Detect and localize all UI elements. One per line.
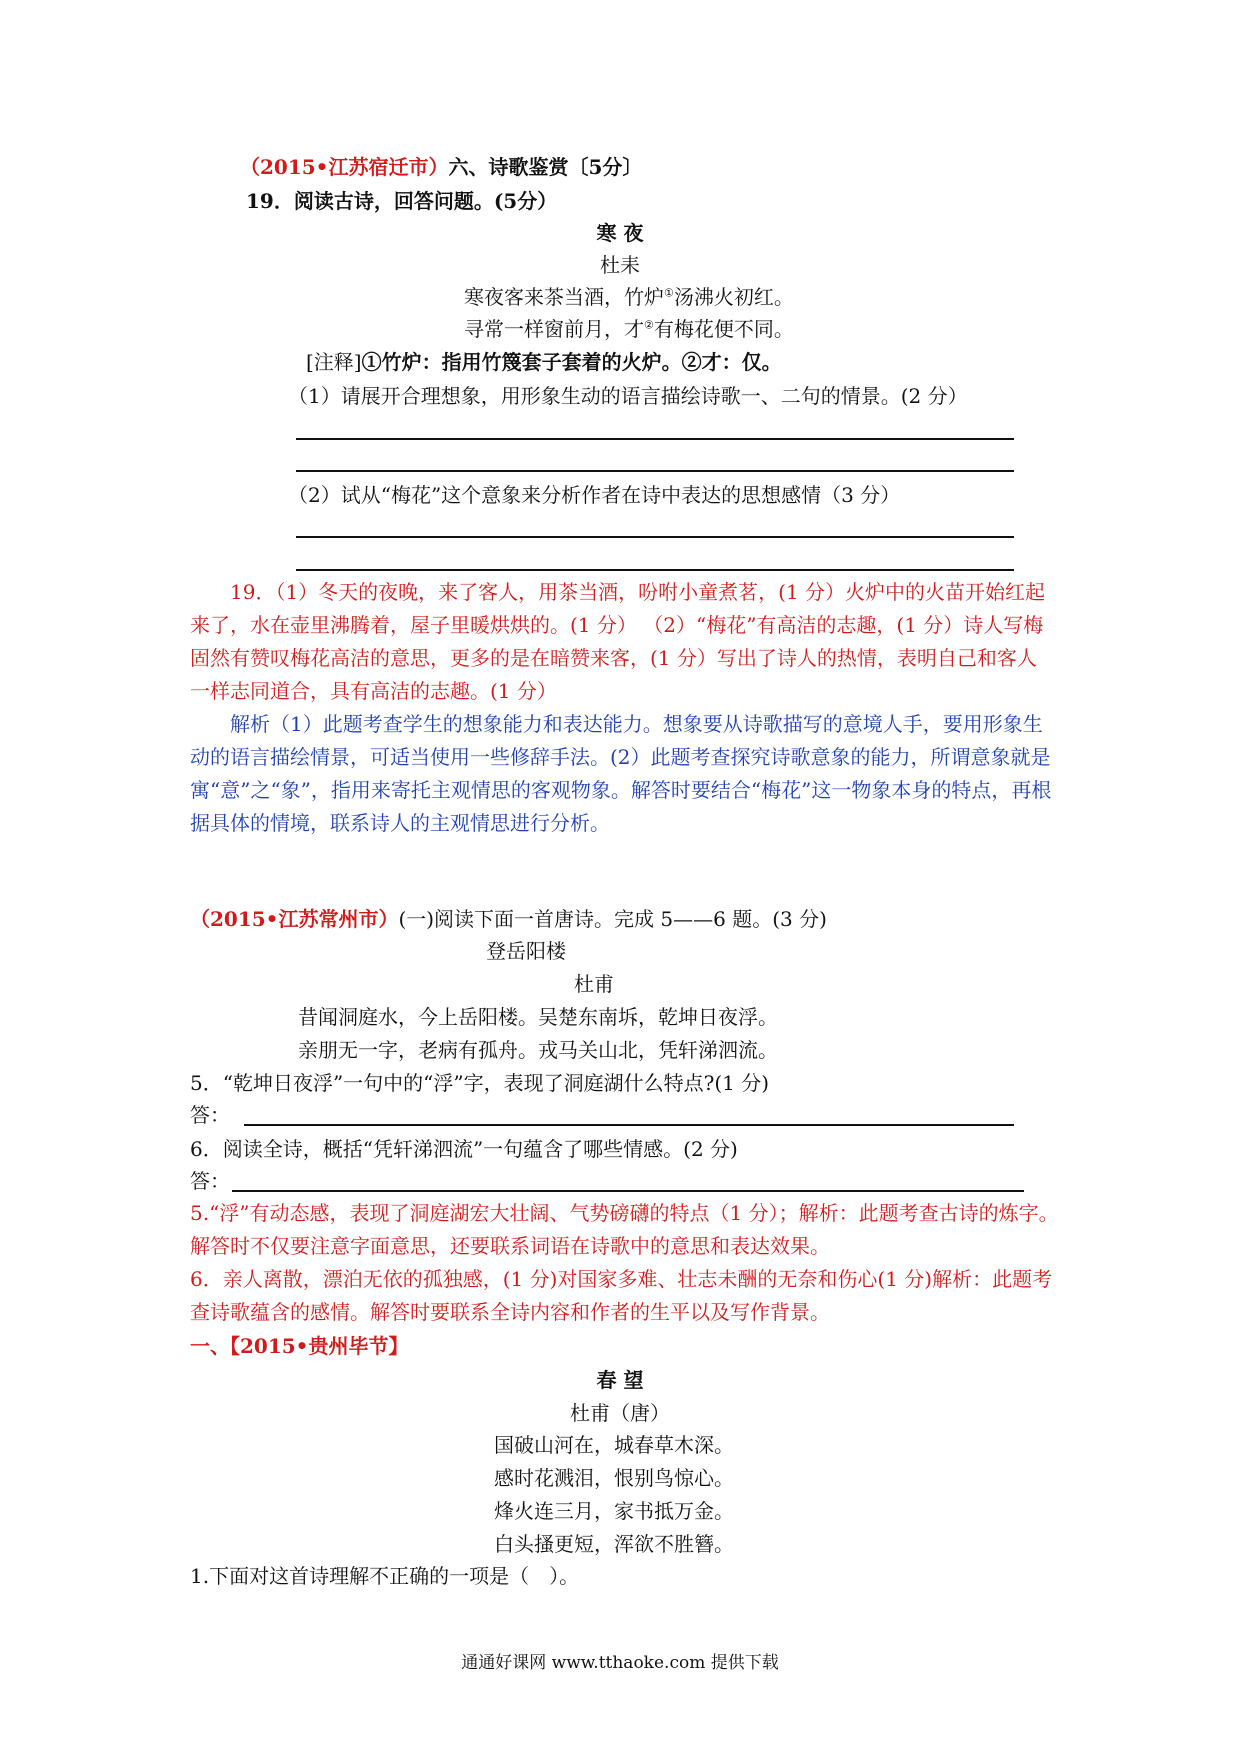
answer-line	[244, 1124, 1014, 1126]
answer-line	[232, 1190, 1024, 1192]
footnote-mark-2: ②	[644, 318, 654, 332]
answer-6: 6．亲人离散，漂泊无依的孤独感，(1 分)对国家多难、壮志未酬的无奈和伤心(1 分)解析：此题考查诗歌蕴含的感情。解答时要联系全诗内容和作者的生平以及写作背景。	[190, 1267, 1053, 1324]
section2-instruction: (一)阅读下面一首唐诗。完成 5——6 题。(3 分)	[398, 907, 827, 931]
section2-header	[190, 906, 827, 932]
answer-label-6: 答：	[190, 1169, 230, 1193]
section2-source: （2015•江苏常州市）	[190, 907, 399, 931]
poem-line-1-b: 汤沸火初红。	[673, 285, 794, 309]
question19-heading: 19．阅读古诗，回答问题。(5分）	[246, 189, 558, 213]
poem-note	[306, 349, 782, 375]
answer-line	[296, 438, 1014, 440]
answer-19: 19．（1）冬天的夜晚，来了客人，用茶当酒，吩咐小童煮茗，(1 分）火炉中的火苗开始红起来了，水在壶里沸腾着，屋子里暖烘烘的。(1 分） （2）“梅花”有高洁的志趣，(1 分）诗人写梅固然有赞叹梅花高洁的意思，更多的是在暗赞来客，(1 分）写出了诗人的热情，表明自己和客人一样志同道合，具有高洁的志趣。(1 分）	[190, 580, 1046, 703]
question-5: 5．“乾坤日夜浮”一句中的“浮”字，表现了洞庭湖什么特点?(1 分)	[190, 1071, 770, 1095]
answer-5: 5.“浮”有动态感，表现了洞庭湖宏大壮阔、气势磅礴的特点（1 分）；解析：此题考查古诗的炼字。解答时不仅要注意字面意思，还要联系词语在诗歌中的意思和表达效果。	[190, 1201, 1059, 1258]
poem-author-dufu: 杜甫	[574, 972, 614, 996]
poem3-line-2: 感时花溅泪，恨别鸟惊心。	[494, 1466, 734, 1490]
answer-line	[296, 470, 1014, 472]
poem-line-2-b: 有梅花便不同。	[653, 317, 794, 341]
section1-source: （2015•江苏宿迁市）	[240, 155, 449, 179]
answer-line	[296, 536, 1014, 538]
note-text: ①竹炉：指用竹篾套子套着的火炉。②才：仅。	[361, 350, 782, 374]
poem-author-dulei: 杜耒	[600, 253, 640, 277]
footnote-mark-1: ①	[664, 286, 674, 300]
page-footer: 通通好课网 www.tthaoke.com 提供下载	[461, 1653, 779, 1673]
poem-title-chunwang: 春 望	[596, 1368, 644, 1392]
question19-part2: （2）试从“梅花”这个意象来分析作者在诗中表达的思想感情（3 分）	[288, 483, 901, 507]
analysis-19: 解析（1）此题考查学生的想象能力和表达能力。想象要从诗歌描写的意境人手，要用形象生动的语言描绘情景，可适当使用一些修辞手法。(2）此题考查探究诗歌意象的能力，所谓意象就是寓“意”之“象”，指用来寄托主观情思的客观物象。解答时要结合“梅花”这一物象本身的特点，再根据具体的情境，联系诗人的主观情思进行分析。	[190, 712, 1052, 835]
poem-line-2-a: 寻常一样窗前月，才	[464, 317, 644, 341]
poem2-line-1: 昔闻洞庭水，今上岳阳楼。吴楚东南坼，乾坤日夜浮。	[298, 1005, 778, 1029]
question-1: 1.下面对这首诗理解不正确的一项是（ ）。	[190, 1564, 580, 1588]
poem-title-hanye: 寒 夜	[596, 221, 644, 245]
question19-part1: （1）请展开合理想象，用形象生动的语言描绘诗歌一、二句的情景。(2 分）	[288, 384, 968, 408]
section1-header	[240, 154, 642, 180]
poem-line-1	[464, 284, 794, 310]
section3-header: 一、【2015•贵州毕节】	[190, 1334, 409, 1358]
poem-title-dengyueyanglou: 登岳阳楼	[486, 939, 566, 963]
answer-line	[296, 569, 1014, 571]
answer-label-5: 答：	[190, 1103, 230, 1127]
poem-line-2	[464, 316, 794, 342]
poem3-line-1: 国破山河在，城春草木深。	[494, 1433, 734, 1457]
note-label: [注释]	[306, 350, 362, 374]
poem-author-dufu-tang: 杜甫（唐）	[570, 1401, 670, 1425]
poem3-line-4: 白头搔更短，浑欲不胜簪。	[494, 1532, 734, 1556]
question-6: 6．阅读全诗，概括“凭轩涕泗流”一句蕴含了哪些情感。(2 分)	[190, 1137, 738, 1161]
section1-title: 六、诗歌鉴赏〔5分〕	[448, 155, 643, 179]
poem-line-1-a: 寒夜客来茶当酒，竹炉	[464, 285, 664, 309]
poem2-line-2: 亲朋无一字，老病有孤舟。戎马关山北，凭轩涕泗流。	[298, 1038, 778, 1062]
poem3-line-3: 烽火连三月，家书抵万金。	[494, 1499, 734, 1523]
